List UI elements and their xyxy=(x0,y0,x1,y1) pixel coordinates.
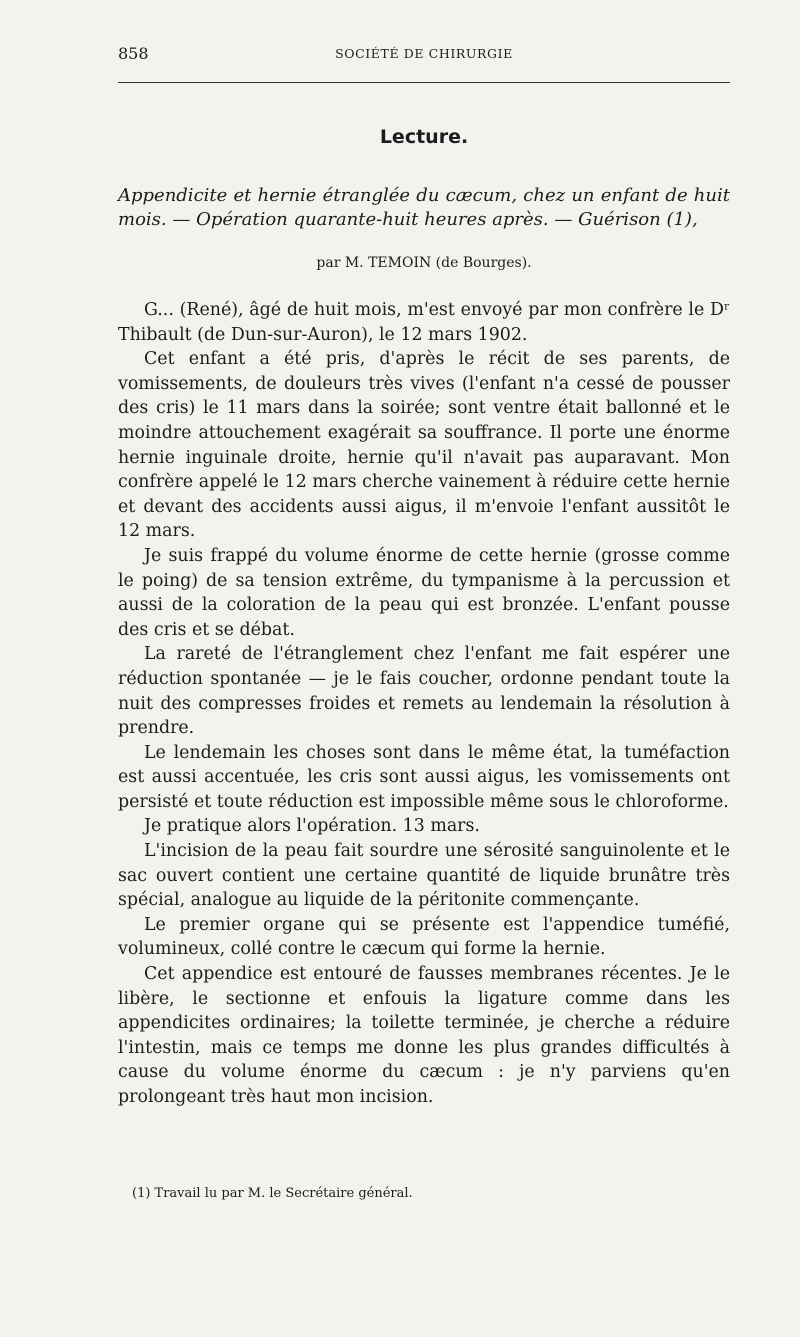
paragraph: L'incision de la peau fait sourdre une sérosité sanguinolente et le sac ouvert contient une certaine quantité de liquide brunâtre très spécial, analogue au liquide de la péritonite commençante. xyxy=(118,841,730,911)
article-title: Appendicite et hernie étranglée du cæcum, chez un enfant de huit mois. — Opération quarante-huit heures après. — Guérison (1), xyxy=(118,185,730,230)
footnote: (1) Travail lu par M. le Secrétaire général. xyxy=(132,1186,413,1201)
section-title: Lecture. xyxy=(379,126,469,148)
running-head: SOCIÉTÉ DE CHIRURGIE xyxy=(335,46,513,61)
header-rule xyxy=(118,82,730,83)
paragraph: Je suis frappé du volume énorme de cette hernie (grosse comme le poing) de sa tension extrême, du tympanisme à la percussion et aussi de la coloration de la peau qui est bronzée. L'enfant pousse des cris et se débat. xyxy=(118,545,730,640)
paragraph: Je pratique alors l'opération. 13 mars. xyxy=(144,816,480,837)
paragraph: G... (René), âgé de huit mois, m'est envoyé par mon confrère le Dʳ Thibault (de Dun-sur-Auron), le 12 mars 1902. xyxy=(118,300,730,345)
page-header xyxy=(118,44,730,66)
article-body xyxy=(118,298,730,1110)
page-number: 858 xyxy=(118,44,149,63)
paragraph: Cet appendice est entouré de fausses membranes récentes. Je le libère, le sectionne et enfouis la ligature comme dans les appendicites ordinaires; la toilette terminée, je cherche a réduire l'intestin, mais ce temps me donne les plus grandes difficultés à cause du volume énorme du cæcum : je n'y parviens qu'en prolongeant très haut mon incision. xyxy=(118,964,730,1107)
paragraph: Le premier organe qui se présente est l'appendice tuméfié, volumineux, collé contre le cæcum qui forme la hernie. xyxy=(118,914,730,960)
paragraph: Le lendemain les choses sont dans le même état, la tuméfaction est aussi accentuée, les cris sont aussi aigus, les vomissements ont persisté et toute réduction est impossible même sous le chloroforme. xyxy=(118,742,730,812)
article-byline: par M. TEMOIN (de Bourges). xyxy=(316,255,532,271)
paragraph: Cet enfant a été pris, d'après le récit de ses parents, de vomissements, de douleurs très vives (l'enfant n'a cessé de pousser des cris) le 11 mars dans la soirée; sont ventre était ballonné et le moindre attouchement exagérait sa souffrance. Il porte une énorme hernie inguinale droite, hernie qu'il n'avait pas auparavant. Mon confrère appelé le 12 mars cherche vainement à réduire cette hernie et devant des accidents aussi aigus, il m'envoie l'enfant aussitôt le 12 mars. xyxy=(118,349,730,542)
paragraph: La rareté de l'étranglement chez l'enfant me fait espérer une réduction spontanée — je le fais coucher, ordonne pendant toute la nuit des compresses froides et remets au lendemain la résolution à prendre. xyxy=(118,644,730,739)
